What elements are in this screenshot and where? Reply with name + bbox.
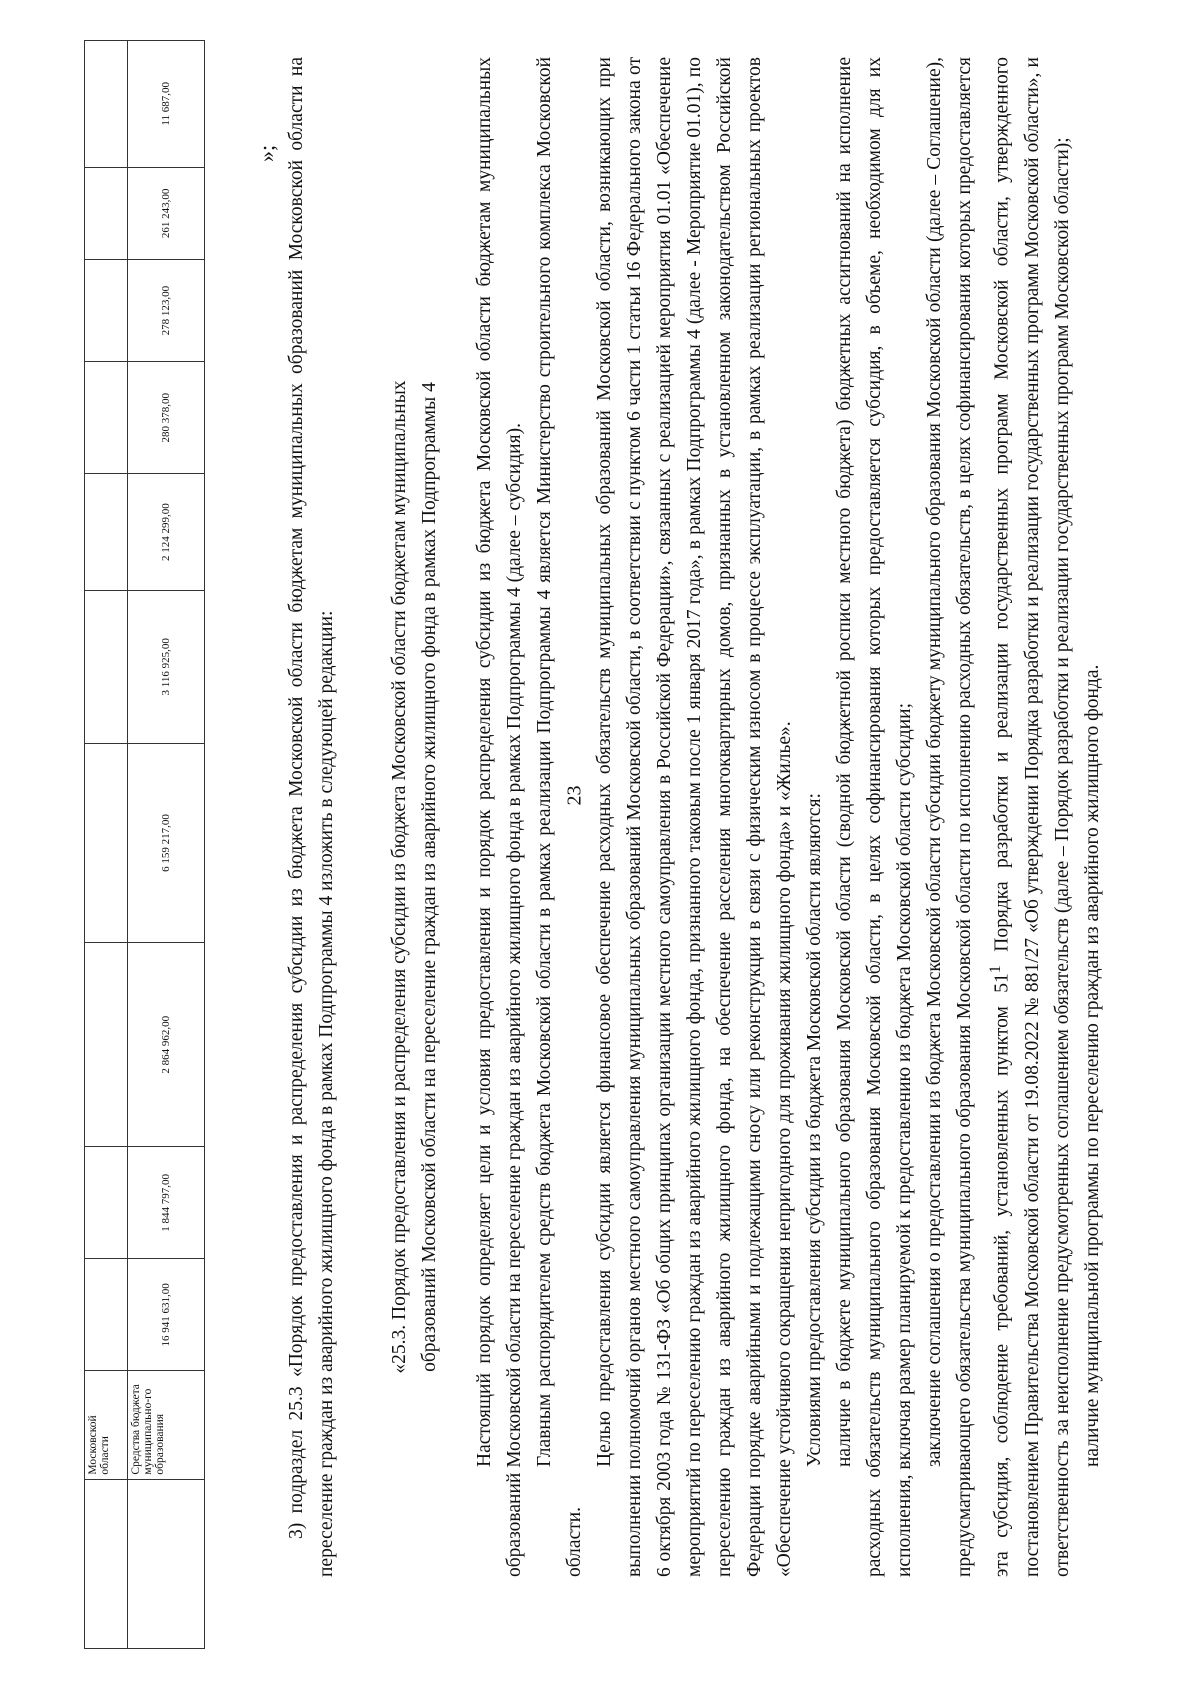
paragraph: наличие муниципальной программы по переселению граждан из аварийного жилищного фонда. — [1081, 664, 1103, 1467]
section-heading — [385, 137, 445, 1617]
amendment-text: 3) подраздел 25.3 «Порядок предоставления и распределения субсидии из бюджета Московской области бюджетам муниципальных образований Московской области на переселение граждан из аварийного жилищного фонда в рамках Подпрограммы 4 изложить в следующей редакции: — [286, 57, 337, 1577]
section-heading-line-2: образований Московской области на переселение граждан из аварийного жилищного фонда в рамках Подпрограммы 4 — [419, 382, 440, 1372]
paragraph: Главным распорядителем средств бюджета Московской области в рамках реализации Подпрограммы 4 является Министерство строительного комплекса Московской области. — [534, 57, 585, 1577]
table-row — [85, 41, 128, 1649]
closing-quote: »; — [254, 144, 279, 162]
table-cell-value: 2 124 299,00 — [128, 474, 205, 591]
rotated-page-content — [0, 40, 1160, 1697]
paragraph: Настоящий порядок определяет цели и условия предоставления и порядок распределения субсидии из бюджета Московской области бюджетам муниципальных образований Московской области на переселение граждан из аварийного жилищного фонда в рамках Подпрограммы 4 (далее – субсидия). — [474, 57, 525, 1577]
page-number: 23 — [563, 785, 586, 806]
section-heading-line-1: «25.3. Порядок предоставления и распределения субсидии из бюджета Московской области бюджетам муниципальных — [389, 380, 410, 1374]
table-cell-value: 261 243,00 — [128, 167, 205, 259]
paragraph-text: заключение соглашения о предоставлении из бюджета Московской области субсидии бюджету муниципального образования Московской области (далее – Соглашение), предусматривающего обязательства муниципального образования Московской области по исполнению расходных обязательств, в целях софинансирования которых предоставляется эта субсидия, соблюдение требований, установленных пунктом 51 — [924, 57, 1013, 1577]
table-cell-value: 16 941 631,00 — [128, 1259, 205, 1371]
paragraph-text: Порядка разработки и реализации государственных программ Московской области, утвержденного постановлением Правительства Московской области от 19.08.2022 № 881/27 «Об утверждении Порядка разработки и реализации государственных программ Московской области», и ответственность за неисполнение предусмотренных соглашением обязательств (далее – Порядок разработки и реализации государственных программ Московской области); — [991, 57, 1073, 1577]
table-cell-label: Московской области — [85, 1371, 128, 1479]
budget-table — [84, 40, 205, 1649]
table-cell-value: 278 123,00 — [128, 260, 205, 362]
paragraph: Условиями предоставления субсидии из бюджета Московской области являются: — [804, 793, 825, 1467]
table-cell-label: Средства бюджета муниципально-го образования — [128, 1371, 205, 1479]
table-cell-value: 3 116 925,00 — [128, 590, 205, 743]
table-cell-value: 11 687,00 — [128, 41, 205, 168]
paragraph — [920, 57, 1078, 1577]
table-cell-value: 2 864 962,00 — [128, 943, 205, 1147]
table-cell-value: 280 378,00 — [128, 362, 205, 474]
amendment-paragraph — [282, 57, 342, 1577]
section-body — [470, 57, 1108, 1577]
budget-table-container — [84, 40, 205, 1649]
table-row — [128, 41, 205, 1649]
paragraph: наличие в бюджете муниципального образования Московской области (сводной бюджетной росписи местного бюджета) бюджетных ассигнований на исполнение расходных обязательств муниципального образования Московской области, в целях софинансирования которых предоставляется субсидия, в объеме, необходимом для их исполнения, включая размер планируемой к предоставлению из бюджета Московской области субсидии; — [834, 57, 915, 1577]
table-cell-value: 1 844 797,00 — [128, 1147, 205, 1259]
table-cell-value: 6 159 217,00 — [128, 743, 205, 942]
paragraph: Целью предоставления субсидии является финансовое обеспечение расходных обязательств муниципальных образований Московской области, возникающих при выполнении полномочий органов местного самоуправления муниципальных образований Московской области, в соответствии с пунктом 6 части 1 статьи 16 Федерального закона от 6 октября 2003 года № 131-ФЗ «Об общих принципах организации местного самоуправления в Российской Федерации», связанных с реализацией мероприятия 01.01 «Обеспечение мероприятий по переселению граждан из аварийного жилищного фонда, признанного таковым после 1 января 2017 года», в рамках Подпрограммы 4 (далее - Мероприятие 01.01), по переселению граждан из аварийного жилищного фонда, на обеспечение расселения многоквартирных домов, признанных в установленном законодательством Российской Федерации порядке аварийными и подлежащими сносу или реконструкции в связи с физическим износом в процессе эксплуатации, в рамках реализации региональных проектов «Обеспечение устойчивого сокращения непригодного для проживания жилищного фонда» и «Жилье». — [594, 57, 795, 1577]
superscript: 1 — [986, 965, 1004, 974]
